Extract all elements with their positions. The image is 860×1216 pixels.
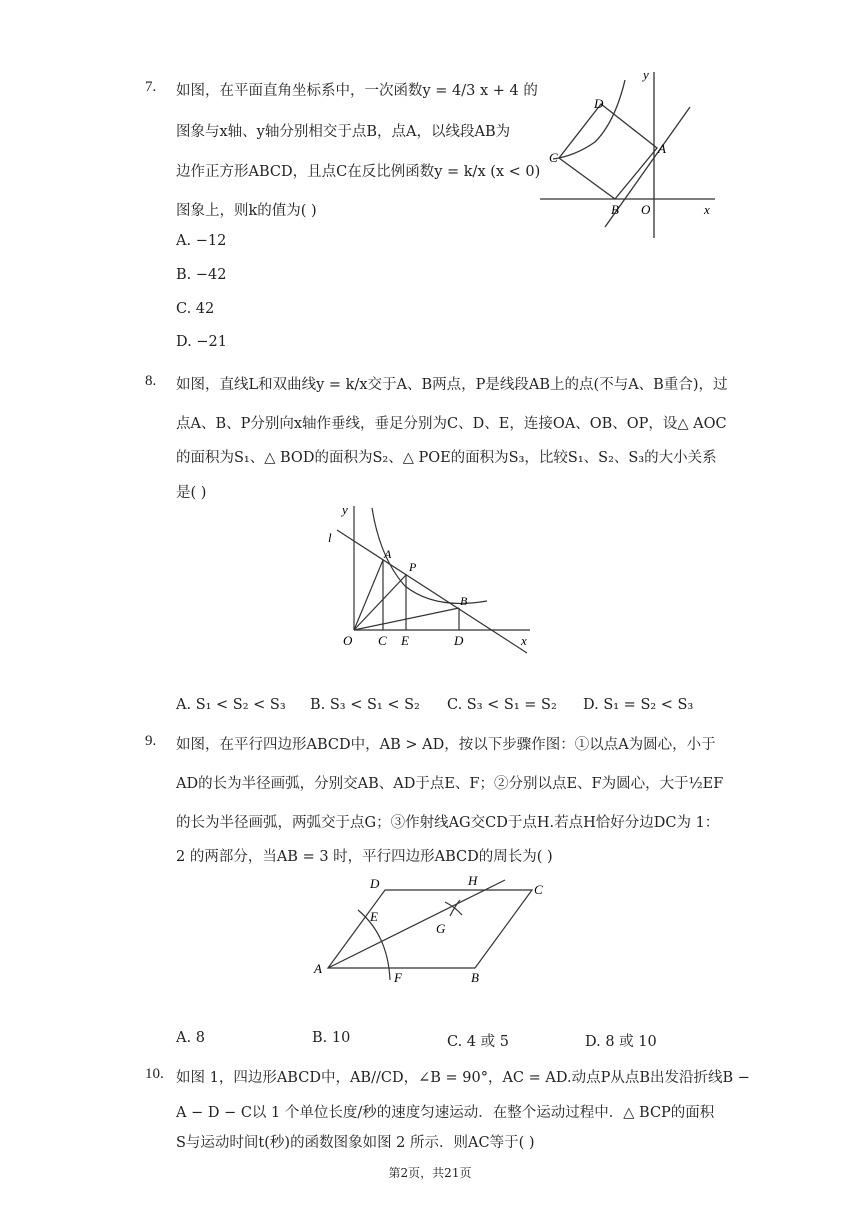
q10-line-3: S与运动时间t(秒)的函数图象如图 2 所示．则AC等于( ) <box>176 1135 535 1151</box>
q7-figure <box>535 62 725 242</box>
q8-line-3: 的面积为S₁、△ BOD的面积为S₂、△ POE的面积为S₃，比较S₁、S₂、S₃的大小关系 <box>176 450 717 466</box>
q7-square <box>559 104 657 199</box>
q7-line-3: 边作正方形ABCD，且点C在反比例函数y = k/x (x < 0) <box>176 164 541 180</box>
q8-line-4: 是( ) <box>176 485 207 501</box>
q10-number: 10. <box>145 1066 164 1082</box>
q8-label-e: E <box>401 633 409 648</box>
q9-label-g: G <box>436 921 446 936</box>
q9-parallelogram <box>328 890 532 968</box>
q9-label-c: C <box>534 882 543 897</box>
q9-line-1: 如图，在平行四边形ABCD中，AB > AD，按以下步骤作图：①以点A为圆心，小于 <box>176 737 716 753</box>
q8-label-l: l <box>328 530 332 545</box>
q9-option-b: B. 10 <box>312 1030 351 1046</box>
q7-number: 7. <box>145 79 157 95</box>
q9-line-4: 2 的两部分，当AB = 3 时，平行四边形ABCD的周长为( ) <box>176 849 553 865</box>
q8-label-a: A <box>384 547 392 561</box>
q9-label-d: D <box>370 876 380 891</box>
q9-ray-ag <box>328 880 505 968</box>
q8-label-o: O <box>343 633 353 648</box>
page-footer: 第2页，共21页 <box>388 1166 472 1180</box>
q7-label-c: C <box>549 150 558 165</box>
q8-line-1: 如图，直线L和双曲线y = k/x交于A、B两点，P是线段AB上的点(不与A、B重合)，过 <box>176 377 728 393</box>
q10-line-1: 如图 1，四边形ABCD中，AB//CD，∠B = 90°，AC = AD.动点P从点B出发沿折线B − <box>176 1070 750 1086</box>
q8-number: 8. <box>145 373 157 389</box>
q8-label-b: B <box>460 594 468 608</box>
q9-label-b: B <box>471 970 479 985</box>
q9-number: 9. <box>145 733 157 749</box>
q7-line-2: 图象与x轴、y轴分别相交于点B，点A，以线段AB为 <box>176 124 511 140</box>
q9-label-e: E <box>370 909 378 924</box>
q9-option-c: C. 4 或 5 <box>447 1034 509 1050</box>
q9-label-h: H <box>468 873 478 888</box>
q10-line-2: A − D − C以 1 个单位长度/秒的速度匀速运动．在整个运动过程中．△ BCP的面积 <box>176 1105 715 1121</box>
q8-option-b: B. S₃ < S₁ < S₂ <box>310 697 420 713</box>
q9-label-f: F <box>394 970 402 985</box>
q7-option-a: A. −12 <box>176 233 227 249</box>
q9-label-a: A <box>314 961 322 976</box>
q7-label-x: x <box>704 202 710 217</box>
q9-option-d: D. 8 或 10 <box>585 1034 657 1050</box>
q8-option-d: D. S₁ = S₂ < S₃ <box>583 697 694 713</box>
q9-figure <box>310 870 560 995</box>
q9-line-3: 的长为半径画弧，两弧交于点G；③作射线AG交CD于点H.若点H恰好分边DC为 1： <box>176 815 720 831</box>
q8-label-c: C <box>378 633 387 648</box>
q7-line-1: 如图，在平面直角坐标系中，一次函数y = 4/3 x + 4 的 <box>176 83 538 99</box>
q9-arc-g2 <box>450 900 460 916</box>
q8-line-l <box>337 530 527 653</box>
q8-label-y: y <box>342 502 348 517</box>
q8-option-a: A. S₁ < S₂ < S₃ <box>176 697 286 713</box>
q9-line-2: AD的长为半径画弧，分别交AB、AD于点E、F；②分别以点E、F为圆心，大于½EF <box>176 776 724 792</box>
q7-label-d: D <box>594 96 604 111</box>
q7-label-b: B <box>611 202 619 217</box>
q7-label-a: A <box>658 141 666 156</box>
q8-label-p: P <box>409 560 417 574</box>
q7-line-4: 图象上，则k的值为( ) <box>176 203 317 219</box>
q7-option-b: B. −42 <box>176 267 227 283</box>
q7-option-c: C. 42 <box>176 301 215 317</box>
q8-figure <box>325 498 535 658</box>
q8-label-d: D <box>454 633 464 648</box>
q9-option-a: A. 8 <box>176 1030 205 1046</box>
q8-option-c: C. S₃ < S₁ = S₂ <box>447 697 557 713</box>
q7-option-d: D. −21 <box>176 334 227 350</box>
q7-label-y: y <box>643 67 649 82</box>
q8-line-2: 点A、B、P分别向x轴作垂线，垂足分别为C、D、E，连接OA、OB、OP，设△ AOC <box>176 416 727 432</box>
q7-label-o: O <box>641 202 651 217</box>
q8-label-x: x <box>521 633 527 648</box>
